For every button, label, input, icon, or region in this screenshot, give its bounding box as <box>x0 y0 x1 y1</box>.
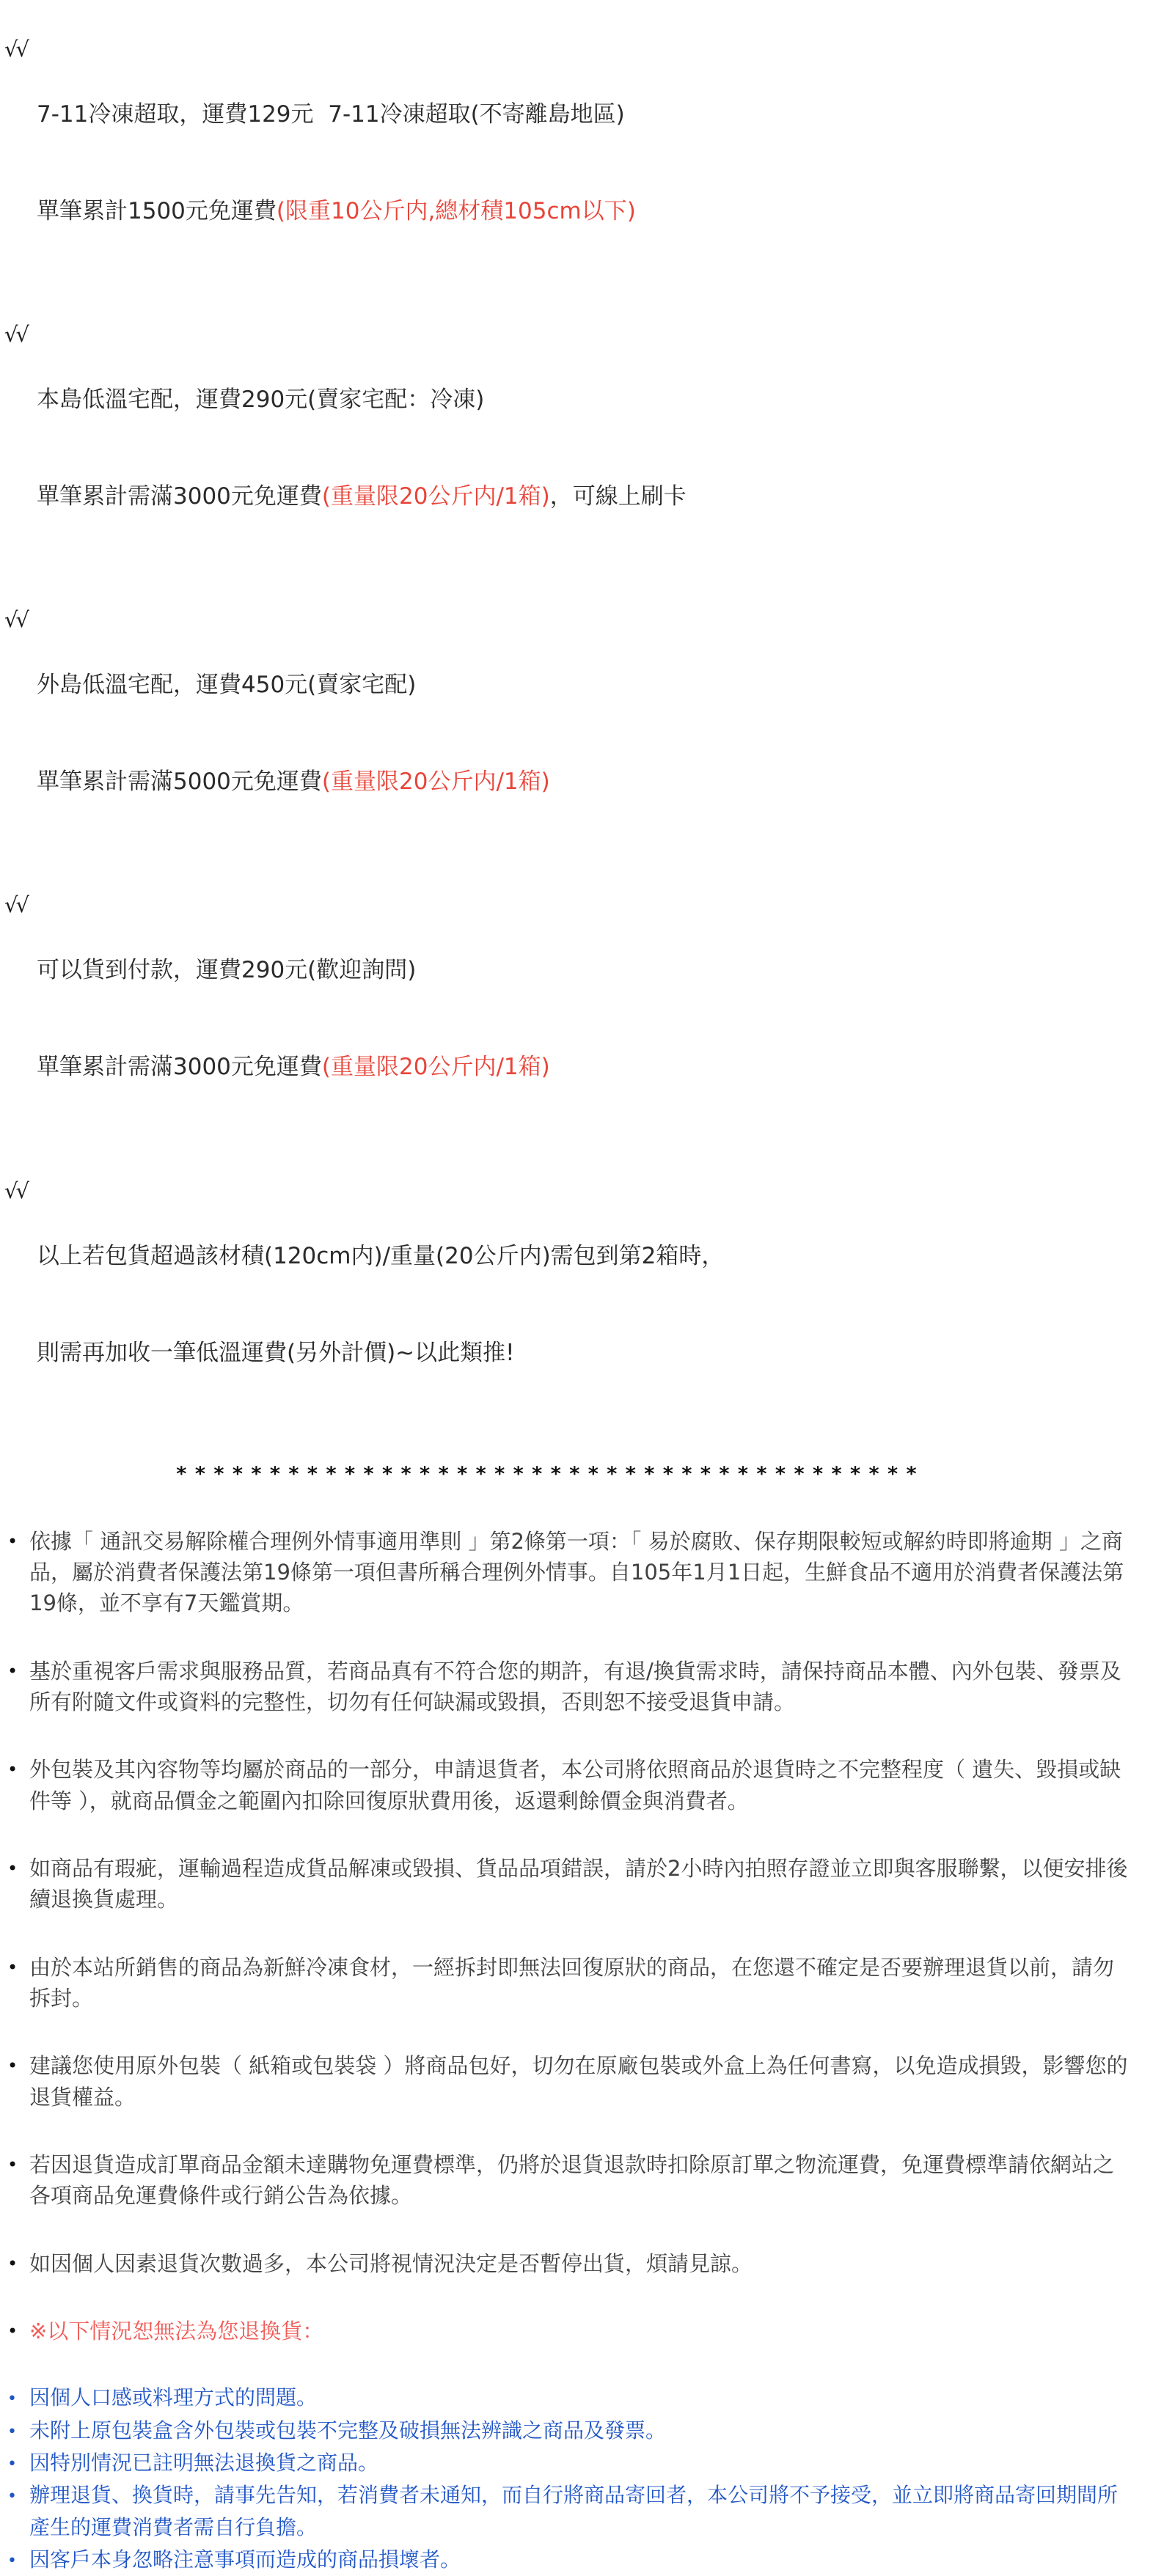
free-shipping-threshold: 單筆累計1500元免運費 <box>37 198 277 225</box>
shipping-option-mainland-delivery <box>4 319 1135 577</box>
policy-text: 基於重視客戶需求與服務品質，若商品真有不符合您的期許，有退/換貨需求時，請保持商品本體、內外包裝、發票及所有附隨文件或資料的完整性，切勿有任何缺漏或毀損，否則恕不接受退貨申請。 <box>29 1658 1121 1714</box>
bullet-icon: • <box>7 2253 18 2274</box>
restriction-text: 因個人口感或料理方式的問題。 <box>29 2385 318 2410</box>
restriction-text: 因特別情況已註明無法退換貨之商品。 <box>29 2450 379 2475</box>
shipping-option-cash-on-delivery <box>4 889 1135 1148</box>
policy-text: 依據「 通訊交易解除權合理例外情事適用準則 」第2條第一項：「 易於腐敗、保存期限較短或解約時即將逾期 」之商品，屬於消費者保護法第19條第一項但書所稱合理例外情事。自105年1月1日起，生鮮食品不適用於消費者保護法第19條，並不享有7天鑑賞期。 <box>29 1528 1124 1616</box>
no-return-conditions-section <box>3 2382 1135 2575</box>
shipping-option-line1: 可以貨到付款，運費290元(歡迎詢問) <box>37 957 417 984</box>
shipping-option-text <box>37 604 550 862</box>
policy-text: 建議您使用原外包裝（ 紙箱或包裝袋 ）將商品包好，切勿在原廠包裝或外盒上為任何書寫，以免造成損毀，影響您的退貨權益。 <box>29 2053 1128 2110</box>
bullet-icon: • <box>7 1530 18 1552</box>
asterisk-divider: * * * * * * * * * * * * * * * * * * * * * * * * * * * * * * * * * * * * * * * * <box>176 1462 918 1486</box>
bullet-icon: • <box>7 2454 17 2473</box>
restriction-text: 辦理退貨、換貨時，請事先告知，若消費者未通知，而自行將商品寄回者，本公司將不予接受，並立即將商品寄回期間所產生的運費消費者需自行負擔。 <box>29 2483 1119 2539</box>
policy-paragraph-packaging-deduction <box>7 1754 1135 1816</box>
free-shipping-threshold: 單筆累計需滿5000元免運費 <box>37 768 322 796</box>
shipping-option-text <box>37 319 687 577</box>
extra-note: ，可線上刷卡 <box>549 483 687 510</box>
bullet-icon: • <box>7 2487 17 2506</box>
shipping-option-line2 <box>37 766 550 798</box>
policy-text: 如商品有瑕疵，運輸過程造成貨品解凍或毀損、貨品品項錯誤，請於2小時內拍照存證並立即與客服聯繫，以便安排後續退換貨處理。 <box>29 1855 1128 1912</box>
shipping-option-line1: 本島低溫宅配，運費290元(賣家宅配：冷凍) <box>37 386 485 414</box>
bullet-icon: • <box>7 2552 17 2571</box>
bullet-icon: • <box>7 2422 17 2441</box>
shipping-option-line1: 以上若包貨超過該材積(120cm内)/重量(20公斤内)需包到第2箱時， <box>37 1242 725 1269</box>
shipping-option-line2 <box>37 195 636 227</box>
policy-paragraph-excessive-returns <box>7 2248 1135 2279</box>
shipping-options-section <box>3 34 1135 1434</box>
shipping-option-text <box>37 1175 724 1434</box>
restriction-text: 因客戶本身忽略注意事項而造成的商品損壞者。 <box>29 2547 461 2572</box>
return-policy-section <box>3 1526 1135 2347</box>
policy-paragraph-defect-report <box>7 1853 1135 1915</box>
weight-limit-note: (重量限20公斤内/1箱) <box>321 768 550 796</box>
double-checkmark-icon: √√ <box>4 1178 27 1203</box>
no-return-notice-text: ※以下情況恕無法為您退換貨： <box>29 2318 324 2344</box>
bullet-icon: • <box>7 2154 18 2175</box>
policy-paragraph-use-original-packaging <box>7 2050 1135 2113</box>
restriction-item-taste <box>7 2382 1135 2413</box>
policy-text: 由於本站所銷售的商品為新鮮冷凍食材，一經拆封即無法回復原狀的商品，在您還不確定是否要辦理退貨以前，請勿拆封。 <box>29 1954 1115 2011</box>
bullet-icon: • <box>7 1857 18 1879</box>
bullet-icon: • <box>7 1956 18 1978</box>
weight-limit-note: (重量限20公斤内/1箱) <box>321 483 550 510</box>
policy-text: 若因退貨造成訂單商品金額未達購物免運費標準，仍將於退貨退款時扣除原訂單之物流運費，免運費標準請依網站之各項商品免運費條件或行銷公告為依據。 <box>29 2151 1115 2209</box>
double-checkmark-icon: √√ <box>4 37 27 62</box>
weight-limit-note: (限重10公斤内,總材積105cm以下) <box>276 198 636 225</box>
free-shipping-threshold: 單筆累計需滿3000元免運費 <box>37 1054 322 1081</box>
shipping-option-711-pickup <box>4 34 1135 292</box>
shipping-option-line1: 外島低溫宅配，運費450元(賣家宅配) <box>37 672 417 699</box>
extra-box-fee-note: 則需再加收一筆低溫運費(另外計價)~以此類推! <box>37 1339 515 1366</box>
restriction-text: 未附上原包裝盒含外包裝或包裝不完整及破損無法辨識之商品及發票。 <box>29 2418 667 2443</box>
bullet-icon: • <box>7 1660 18 1681</box>
free-shipping-threshold: 單筆累計需滿3000元免運費 <box>37 483 322 510</box>
shipping-option-text <box>37 889 550 1148</box>
policy-text: 外包裝及其內容物等均屬於商品的一部分，申請退貨者，本公司將依照商品於退貨時之不完整程度（ 遺失、毀損或缺件等 ），就商品價金之範圍內扣除回復原狀費用後，返還剩餘價金與消費者。 <box>29 1757 1121 1813</box>
shipping-option-line2 <box>37 1337 724 1369</box>
shipping-option-line1: 7-11冷凍超取，運費129元 7-11冷凍超取(不寄離島地區) <box>37 101 625 128</box>
policy-paragraph-return-condition <box>7 1656 1135 1718</box>
restriction-item-customer-negligence <box>7 2544 1135 2575</box>
shipping-option-line2 <box>37 480 687 513</box>
restriction-item-notify-first <box>7 2479 1135 2543</box>
shipping-note-extra-box <box>4 1175 1135 1434</box>
bullet-icon: • <box>7 2320 18 2341</box>
policy-paragraph-do-not-unseal <box>7 1952 1135 2014</box>
no-return-notice <box>7 2316 1135 2346</box>
double-checkmark-icon: √√ <box>4 322 27 348</box>
bullet-icon: • <box>7 2055 18 2077</box>
weight-limit-note: (重量限20公斤内/1箱) <box>321 1054 550 1081</box>
bullet-icon: • <box>7 1759 18 1780</box>
double-checkmark-icon: √√ <box>4 607 27 633</box>
restriction-item-marked-no-return <box>7 2447 1135 2478</box>
shipping-option-text <box>37 34 636 292</box>
policy-text: 如因個人因素退貨次數過多，本公司將視情況決定是否暫停出貨，煩請見諒。 <box>29 2250 753 2276</box>
restriction-item-missing-packaging <box>7 2415 1135 2446</box>
policy-paragraph-shipping-fee-deduction <box>7 2149 1135 2212</box>
shipping-option-outlying-delivery <box>4 604 1135 862</box>
bullet-icon: • <box>7 2390 17 2409</box>
shipping-option-line2 <box>37 1051 550 1083</box>
double-checkmark-icon: √√ <box>4 892 27 918</box>
policy-paragraph-legal-basis <box>7 1526 1135 1619</box>
